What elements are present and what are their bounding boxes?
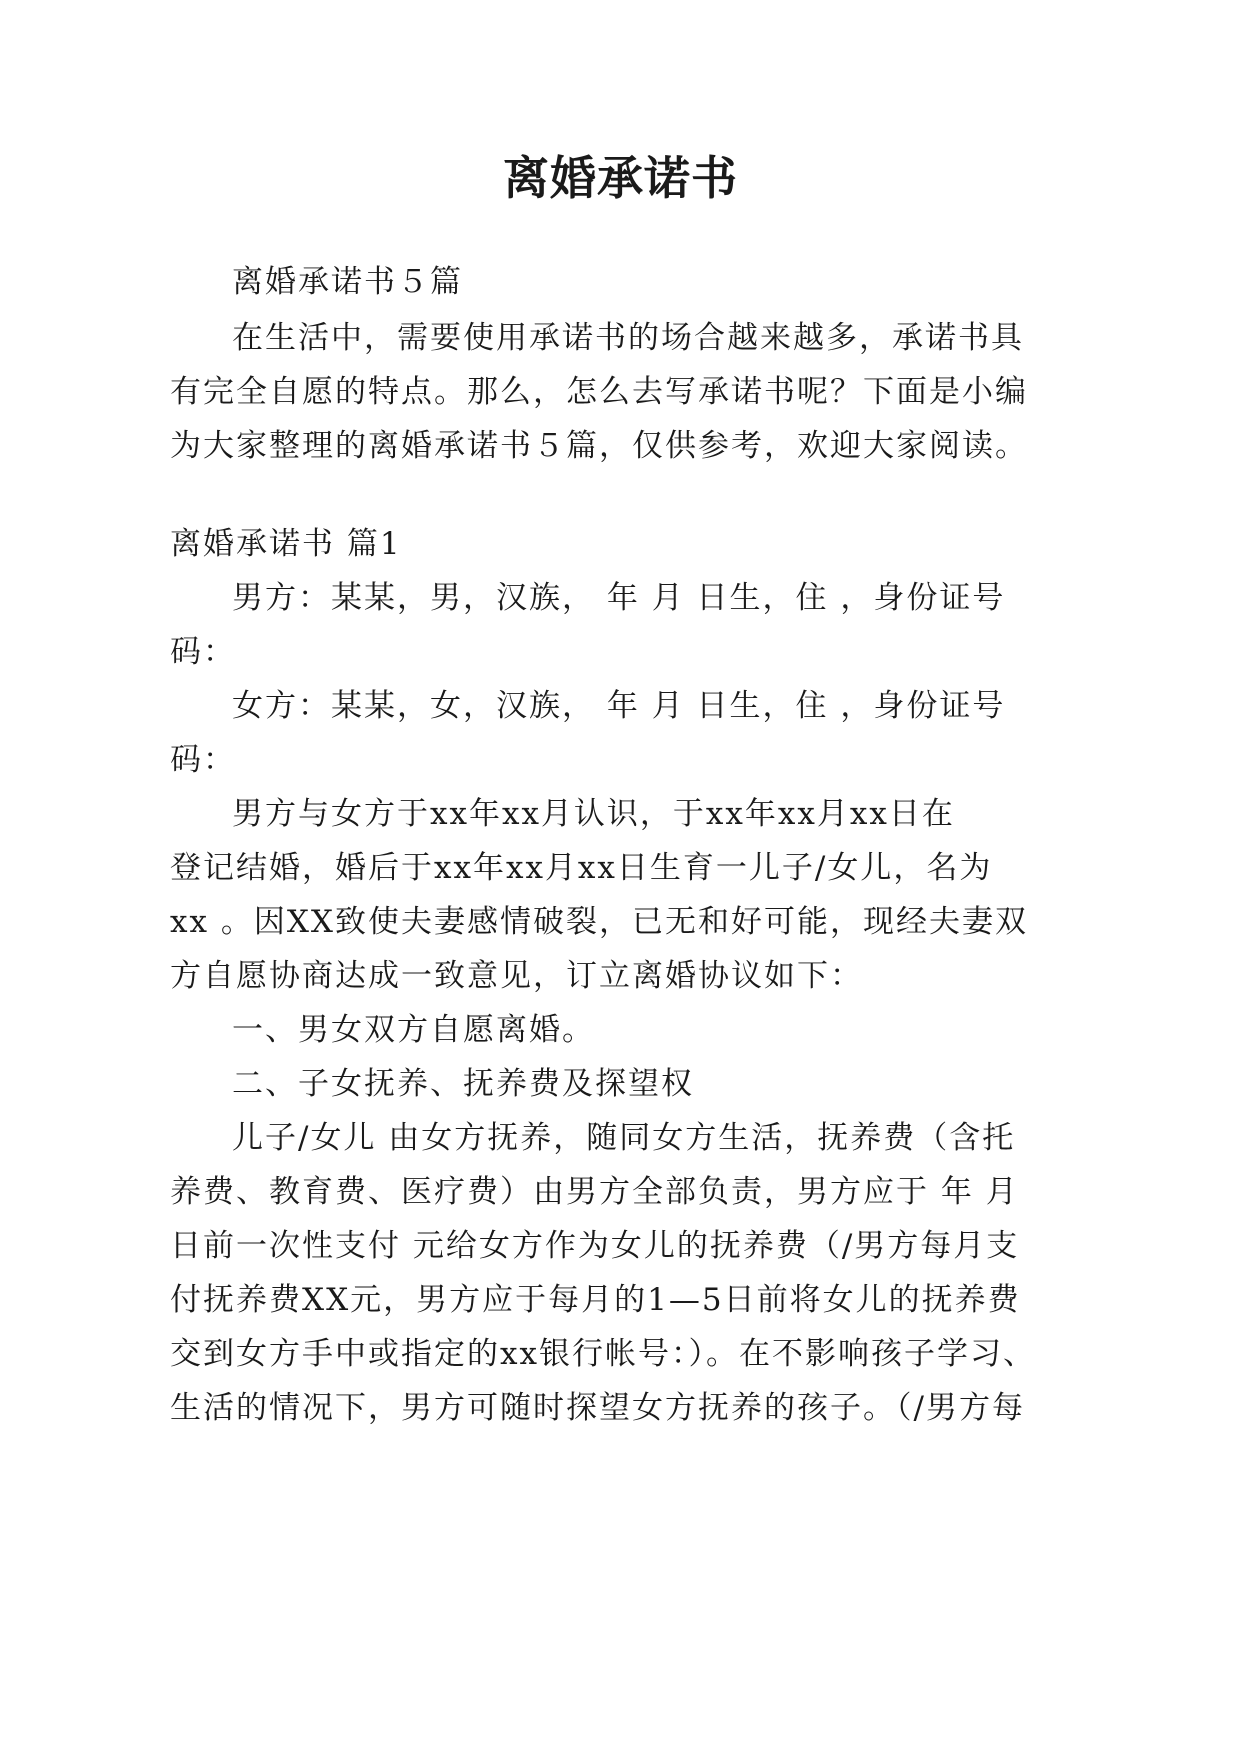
paragraph-line: 为大家整理的离婚承诺书５篇，仅供参考，欢迎大家阅读。 xyxy=(170,428,1028,464)
paragraph-line: 生活的情况下，男方可随时探望女方抚养的孩子。（/男方每 xyxy=(170,1390,1025,1426)
paragraph-line: 登记结婚，婚后于xx年xx月xx日生育一儿子/女儿，名为 xyxy=(170,850,993,886)
paragraph-line: 交到女方手中或指定的xx银行帐号：）。在不影响孩子学习、 xyxy=(170,1336,1036,1372)
paragraph-line: 儿子/女儿 由女方抚养，随同女方生活，抚养费（含托 xyxy=(232,1120,1016,1156)
clause-heading: 一、男女双方自愿离婚。 xyxy=(232,1012,595,1048)
subtitle-line: 离婚承诺书５篇 xyxy=(232,264,463,300)
paragraph-line: 在生活中，需要使用承诺书的场合越来越多，承诺书具 xyxy=(232,320,1024,356)
paragraph-line: 女方：某某，女，汉族， 年 月 日生，住 ，身份证号 xyxy=(232,688,1006,724)
section-heading: 离婚承诺书 篇1 xyxy=(170,526,402,562)
paragraph-line: 方自愿协商达成一致意见，订立离婚协议如下： xyxy=(170,958,863,994)
paragraph-line: 付抚养费XX元，男方应于每月的1—5日前将女儿的抚养费 xyxy=(170,1282,1021,1318)
paragraph-line: 有完全自愿的特点。那么，怎么去写承诺书呢？下面是小编 xyxy=(170,374,1028,410)
paragraph-line: 码： xyxy=(170,742,236,778)
paragraph-line: 日前一次性支付 元给女方作为女儿的抚养费（/男方每月支 xyxy=(170,1228,1020,1264)
paragraph-line: 男方与女方于xx年xx月认识，于xx年xx月xx日在 xyxy=(232,796,955,832)
paragraph-line: xx 。因XX致使夫妻感情破裂，已无和好可能，现经夫妻双 xyxy=(170,904,1028,940)
paragraph-line: 男方：某某，男，汉族， 年 月 日生，住 ，身份证号 xyxy=(232,580,1006,616)
clause-heading: 二、子女抚养、抚养费及探望权 xyxy=(232,1066,694,1102)
paragraph-line: 码： xyxy=(170,634,236,670)
paragraph-line: 养费、教育费、医疗费）由男方全部负责，男方应于 年 月 xyxy=(170,1174,1019,1210)
document-title: 离婚承诺书 xyxy=(503,151,738,205)
